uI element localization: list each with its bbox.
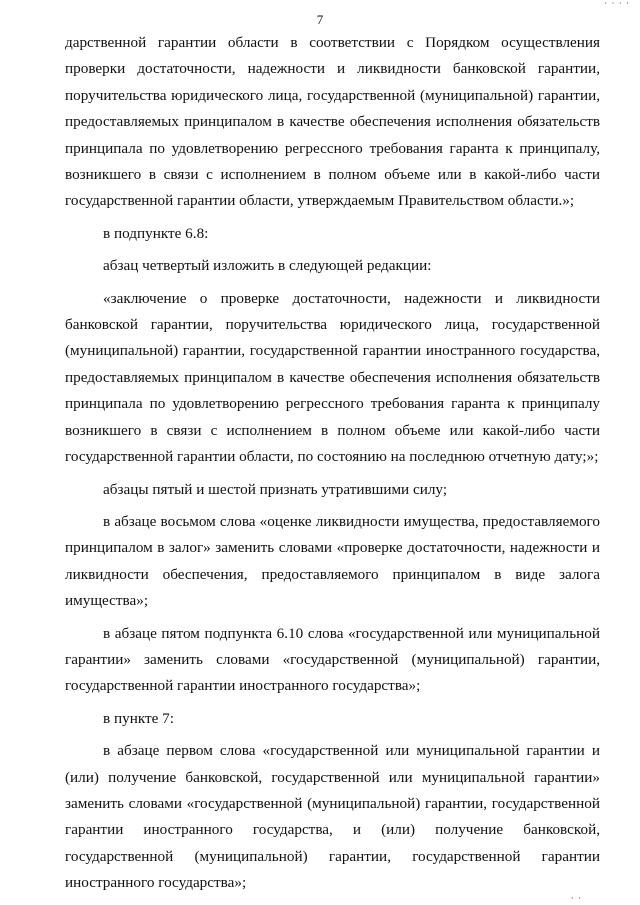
paragraph-new-wording: «заключение о проверке достаточности, надежности и ликвидности банковской гарантии, поручительства юридического лица, государственной (муниципальной) гарантии, государственной гарантии иностранного государства, предоставляемых принципалом в качестве обеспечения исполнения обязательств принципала по удовлетворению регрессного требования гаранта к принципалу возникшего в связи с исполнением в полном объеме или какой-либо части государственной гарантии области, по состоянию на последнюю отчетную дату;»;: [65, 289, 600, 466]
paragraph-eighth-abzac: в абзаце восьмом слова «оценке ликвидности имущества, предоставляемого принципалом в залог» заменить словами «проверке достаточности, надежности и ликвидности обеспечения, предоставляемого принципалом в виде залога имущества»;: [65, 512, 600, 610]
corner-mark-top: · · · ·: [604, 0, 630, 8]
paragraph-fourth-abzac: абзац четвертый изложить в следующей редакции:: [103, 257, 432, 275]
paragraph-clause-7: в пункте 7:: [103, 709, 174, 727]
paragraph-subclause-6-8: в подпункте 6.8:: [103, 224, 209, 242]
paragraph-first-abzac: в абзаце первом слова «государственной или муниципальной гарантии и (или) получение банковской, государственной или муниципальной гарантии» заменить словами «государственной (муниципальной) гарантии, государственной гарантии иностранного государства, и (или) получение банковской, государственной (муниципальной) гарантии, государственной гарантии иностранного государства»;: [65, 742, 600, 892]
document-body: [65, 30, 600, 903]
paragraph-continuation: дарственной гарантии области в соответствии с Порядком осуществления проверки достаточности, надежности и ликвидности банковской гарантии, поручительства юридического лица, государственной (муниципальной) гарантии, предоставляемых принципалом в качестве обеспечения исполнения обязательств принципала по удовлетворению регрессного требования гаранта к принципалу, возникшего в связи с исполнением в полном объеме или в какой-либо части государственной гарантии области, утверждаемым Правительством области.»;: [65, 34, 600, 210]
page-number: 7: [316, 12, 324, 27]
paragraph-repeal: абзацы пятый и шестой признать утратившими силу;: [103, 480, 448, 498]
corner-mark-bottom: · ·: [570, 893, 582, 903]
paragraph-subclause-6-10: в абзаце пятом подпункта 6.10 слова «государственной или муниципальной гарантии» заменить словами «государственной (муниципальной) гарантии, государственной гарантии иностранного государства»;: [65, 624, 600, 695]
